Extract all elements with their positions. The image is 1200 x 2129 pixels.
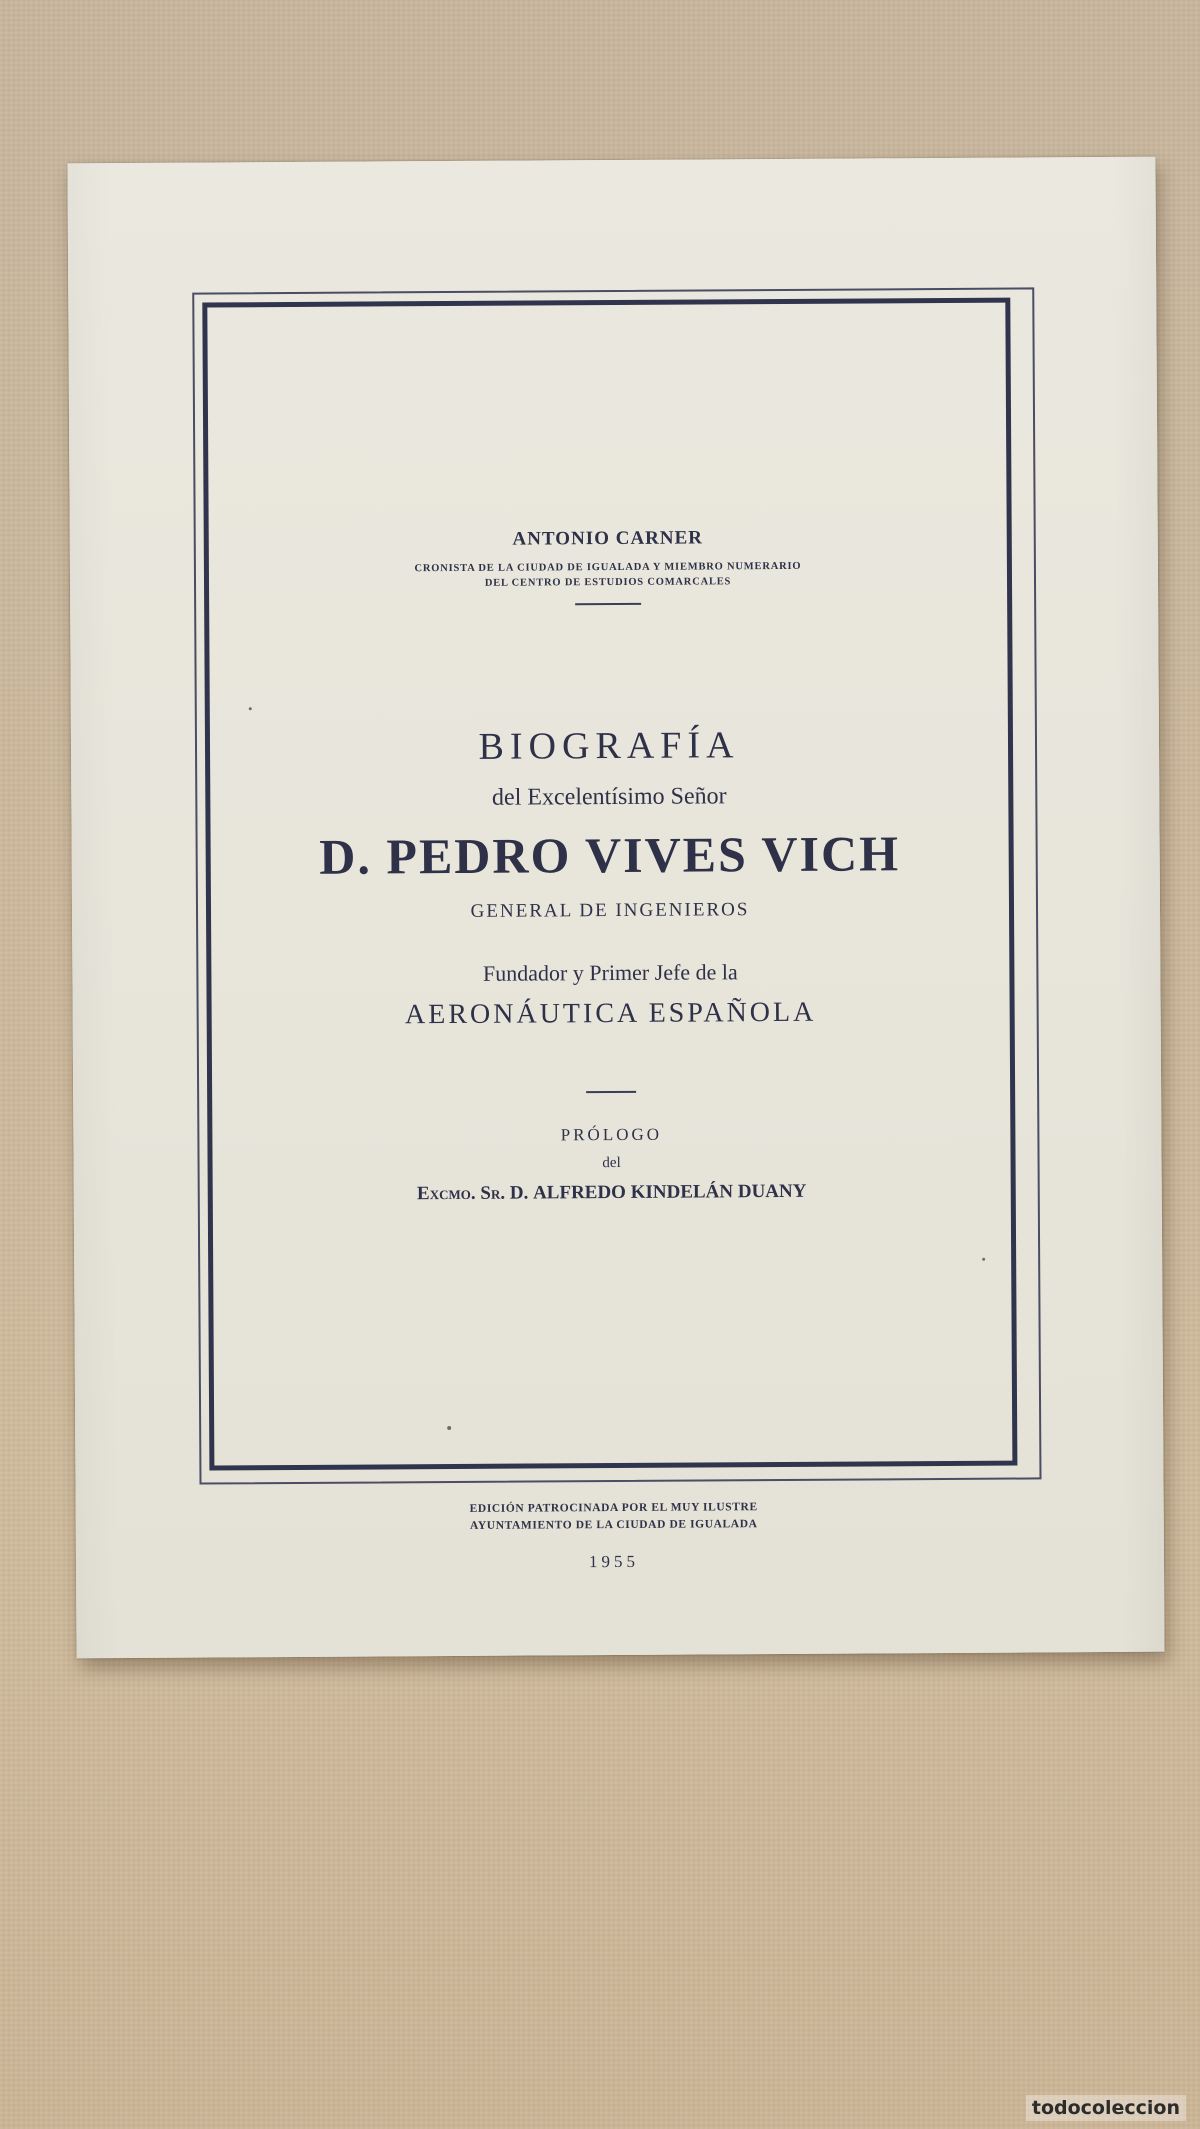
paper-speck	[982, 1258, 985, 1261]
prologue-author-name: ALFREDO KINDELÁN DUANY	[532, 1180, 807, 1204]
prologue-label: PRÓLOGO	[560, 1124, 663, 1145]
watermark-logo: todocoleccion	[1026, 2095, 1186, 2121]
prologue-author	[218, 1180, 1006, 1207]
subject-name: D. PEDRO VIVES VICH	[319, 825, 901, 885]
prologue-author-prefix: Excmo. Sr. D.	[416, 1182, 534, 1205]
edition-line-2: AYUNTAMIENTO DE LA CIUDAD DE IGUALADA	[469, 1518, 758, 1532]
divider-top	[575, 603, 641, 605]
paper-speck	[249, 707, 252, 710]
author-name: ANTONIO CARNER	[512, 527, 704, 550]
edition-note	[220, 1498, 1008, 1537]
founder-line: Fundador y Primer Jefe de la	[482, 959, 738, 986]
author-description-line-1: CRONISTA DE LA CIUDAD DE IGUALADA Y MIEMBRO NUMERARIO	[414, 560, 802, 575]
edition-line-1: EDICIÓN PATROCINADA POR EL MUY ILUSTRE	[469, 1501, 758, 1515]
book-subtitle: del Excelentísimo Señor	[491, 783, 727, 811]
aeronautica-line: AERONÁUTICA ESPAÑOLA	[404, 996, 817, 1031]
publication-year: 1955	[588, 1551, 640, 1572]
cover-content	[212, 308, 1007, 1572]
book-title: BIOGRAFÍA	[478, 724, 740, 768]
paper-speck	[447, 1426, 451, 1430]
divider-middle	[586, 1091, 636, 1093]
book-cover	[67, 157, 1164, 1659]
subject-rank: GENERAL DE INGENIEROS	[470, 899, 750, 922]
prologue-del: del	[602, 1154, 621, 1172]
author-description-line-2: DEL CENTRO DE ESTUDIOS COMARCALES	[484, 576, 732, 589]
author-description	[214, 558, 1002, 593]
